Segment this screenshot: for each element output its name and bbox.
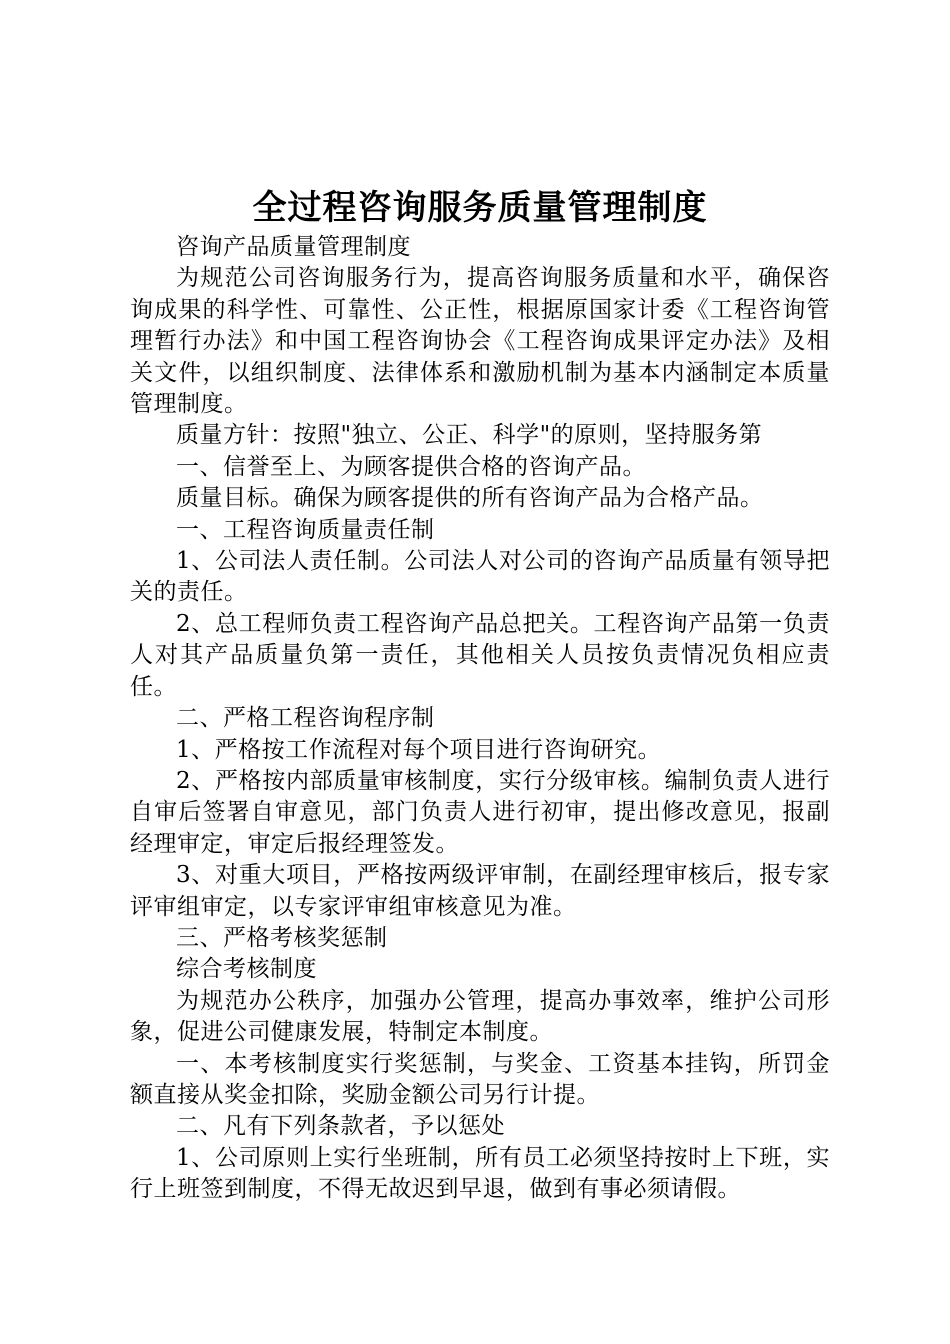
paragraph-item: 1、公司原则上实行坐班制，所有员工必须坚持按时上下班，实行上班签到制度，不得无故迟到早退，做到有事必须请假。	[130, 1144, 830, 1203]
section-heading-penalties: 二、凡有下列条款者，予以惩处	[176, 1113, 505, 1140]
document-body	[130, 232, 830, 1206]
paragraph-item: 3、对重大项目，严格按两级评审制，在副经理审核后，报专家评审组审定，以专家评审组审核意见为准。	[130, 862, 830, 920]
paragraph-quality-goal: 质量目标。确保为顾客提供的所有咨询产品为合格产品。	[176, 485, 764, 512]
paragraph-item: 2、总工程师负责工程咨询产品总把关。工程咨询产品第一负责人对其产品质量负第一责任，其他相关人员按负责情况负相应责任。	[130, 610, 830, 700]
section-heading-rewards: 三、严格考核奖惩制	[176, 924, 388, 951]
paragraph-assessment-purpose: 为规范办公秩序，加强办公管理，提高办事效率，维护公司形象，促进公司健康发展，特制定本制度。	[130, 987, 830, 1046]
paragraph-item: 1、严格按工作流程对每个项目进行咨询研究。	[176, 736, 662, 763]
section-heading-procedure: 二、严格工程咨询程序制	[176, 705, 435, 732]
section-heading-responsibility: 一、工程咨询质量责任制	[176, 516, 435, 543]
paragraph-item: 2、严格按内部质量审核制度，实行分级审核。编制负责人进行自审后签署自审意见，部门负责人进行初审，提出修改意见，报副经理审定，审定后报经理签发。	[130, 767, 830, 857]
paragraph-purpose: 为规范公司咨询服务行为，提高咨询服务质量和水平，确保咨询成果的科学性、可靠性、公正性，根据原国家计委《工程咨询管理暂行办法》和中国工程咨询协会《工程咨询成果评定办法》及相关文件，以组织制度、法律体系和激励机制为基本内涵制定本质量管理制度。	[130, 265, 830, 418]
paragraph-quality-policy: 质量方针：按照"独立、公正、科学"的原则，坚持服务第	[176, 422, 763, 449]
document-title: 全过程咨询服务质量管理制度	[252, 188, 708, 228]
paragraph-item: 1、公司法人责任制。公司法人对公司的咨询产品质量有领导把关的责任。	[130, 548, 830, 606]
subheading-product-quality: 咨询产品质量管理制度	[176, 234, 411, 260]
subheading-assessment: 综合考核制度	[176, 956, 317, 983]
paragraph-item: 一、本考核制度实行奖惩制，与奖金、工资基本挂钩，所罚金额直接从奖金扣除，奖励金额公司另行计提。	[130, 1050, 830, 1108]
paragraph-quality-policy-cont: 一、信誉至上、为顾客提供合格的咨询产品。	[176, 453, 646, 480]
